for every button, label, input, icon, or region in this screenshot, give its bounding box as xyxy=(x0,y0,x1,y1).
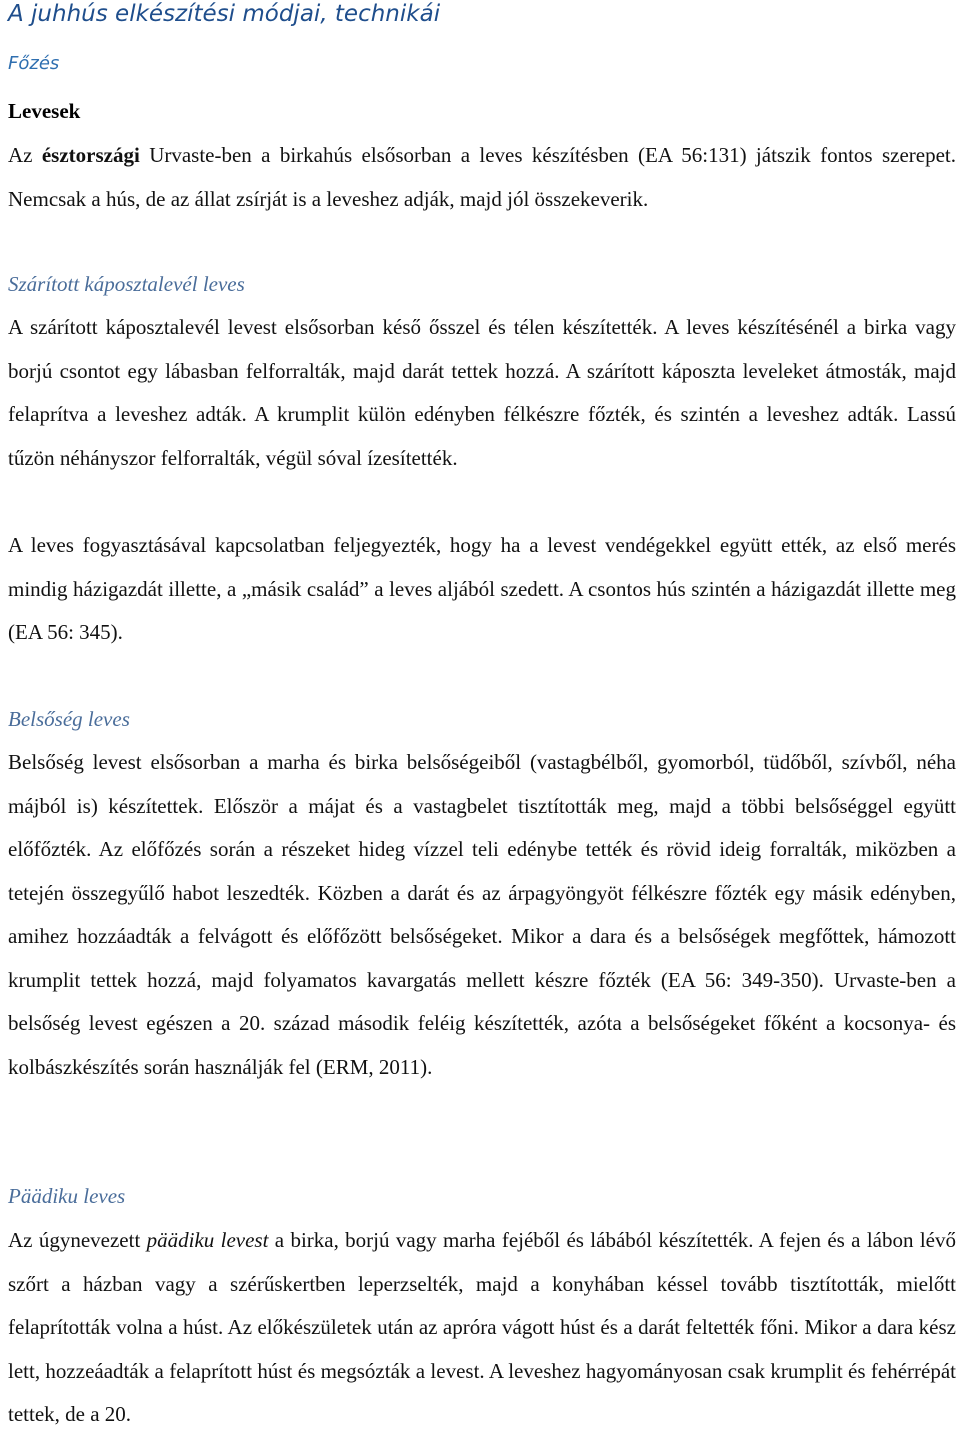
intro-text-start: Az xyxy=(8,143,42,167)
soup-title-kaposztalevel: Szárított káposztalevél leves xyxy=(8,272,245,296)
intro-paragraph xyxy=(8,134,956,221)
main-heading: A juhhús elkészítési módjai, technikái xyxy=(8,1,441,27)
section-heading-fozes: Főzés xyxy=(8,53,60,74)
intro-bold-word: észtországi xyxy=(41,143,140,167)
paadiku-text-rest: a birka, borjú vagy marha fejéből és lábából készítették. A fejen és a lábon lévő szőrt a házban vagy a szérűskertben leperzselték, majd a konyhában késsel tovább tisztították, mielőtt felaprították volna a húst. Az előkészületek után az apróra vágott húst és a darát feltették főni. Mikor a dara kész lett, hozzeáadták a felaprított húst és megsózták a levest. A leveshez hagyományosan csak krumplit és fehérrépát tettek, de a 20. xyxy=(8,1228,956,1426)
kaposztalevel-paragraph-1: A szárított káposztalevél levest elsősorban késő ősszel és télen készítették. A leves készítésénél a birka vagy borjú csontot egy lábasban felforralták, majd darát tettek hozzá. A szárított káposzta leveleket átmosták, majd felaprítva a leveshez adták. A krumplit külön edényben félkészre főzték, és szintén a leveshez adták. Lassú tűzön néhányszor felforralták, végül sóval ízesítették. xyxy=(8,315,956,470)
paadiku-paragraph xyxy=(8,1219,956,1437)
soup-title-paadiku: Päädiku leves xyxy=(8,1184,126,1208)
paadiku-italic-term: päädiku levest xyxy=(146,1228,269,1252)
belsoseg-paragraph: Belsőség levest elsősorban a marha és birka belsőségeiből (vastagbélből, gyomorból, tüdőből, szívből, néha májból is) készítettek. Először a májat és a vastagbelet tisztították meg, majd a többi belsőséggel együtt előfőzték. Az előfőzés során a részeket hideg vízzel teli edénybe tették és rövid ideig forralták, miközben a tetején összegyűlő habot leszedték. Közben a darát és az árpagyöngyöt félkészre főzték egy másik edényben, amihez hozzáadták a felvágott és előfőzött belsőségeket. Mikor a dara és a belsőségek megfőttek, hámozott krumplit tettek hozzá, majd folyamatos kavargatás mellett készre főzték (EA 56: 349-350). Urvaste-ben a belsőség levest egészen a 20. század második feléig készítették, azóta a belsőségeket főként a kocsonya- és kolbászkészítés során használják fel (ERM, 2011). xyxy=(8,750,956,1079)
intro-text-rest: Urvaste-ben a birkahús elsősorban a leves készítésben (EA 56:131) játszik fontos szerepet. Nemcsak a hús, de az állat zsírját is a leveshez adják, majd jól összekeverik. xyxy=(8,143,956,211)
soup-title-belsoseg: Belsőség leves xyxy=(8,707,130,731)
paadiku-text-start: Az úgynevezett xyxy=(8,1228,147,1252)
subsection-heading-levesek: Levesek xyxy=(8,99,81,123)
kaposztalevel-paragraph-2: A leves fogyasztásával kapcsolatban feljegyezték, hogy ha a levest vendégekkel együtt ették, az első merés mindig házigazdát illette, a „másik család” a leves aljából szedett. A csontos hús szintén a házigazdát illette meg (EA 56: 345). xyxy=(8,533,956,644)
